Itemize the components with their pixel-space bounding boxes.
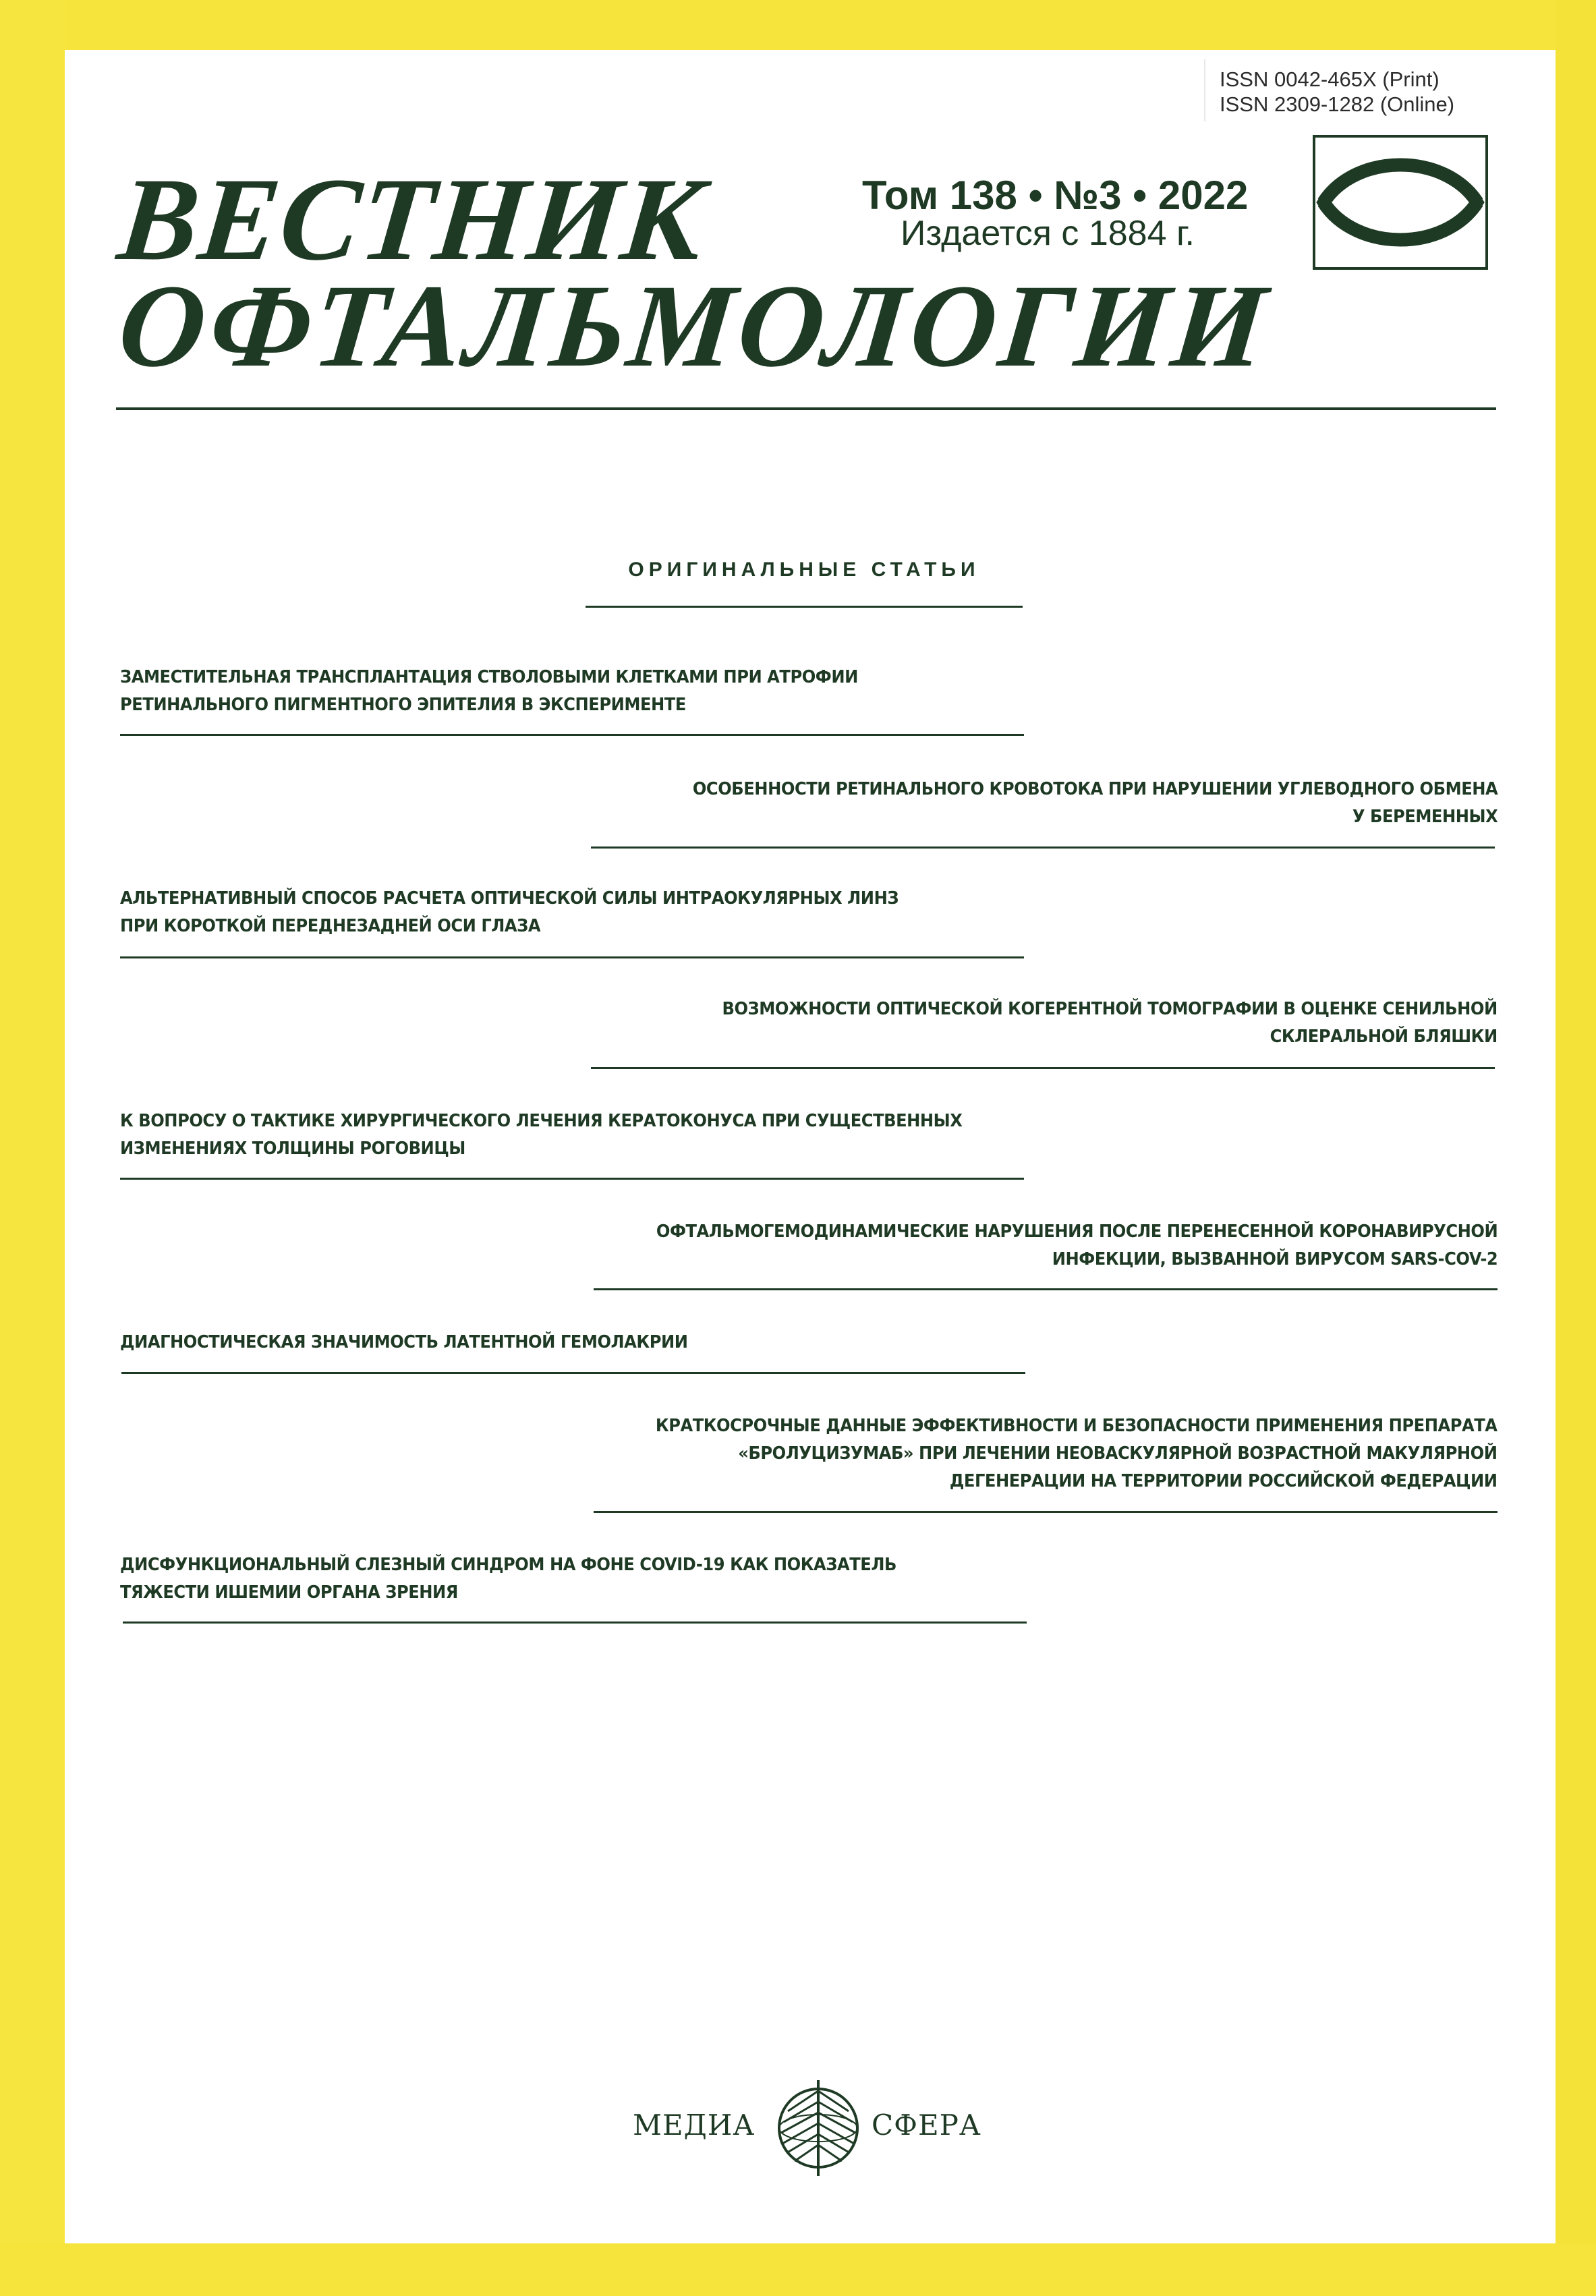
article-title bbox=[120, 1329, 688, 1356]
article-title-line: АЛЬТЕРНАТИВНЫЙ СПОСОБ РАСЧЕТА ОПТИЧЕСКОЙ СИЛЫ ИНТРАОКУЛЯРНЫХ ЛИНЗ bbox=[120, 888, 899, 909]
cover-frame-left bbox=[0, 0, 65, 2296]
article-divider bbox=[591, 846, 1495, 849]
cover-frame-right bbox=[1556, 0, 1596, 2296]
journal-title-line1: ВЕСТНИК bbox=[113, 154, 712, 285]
article-divider bbox=[123, 1621, 1027, 1624]
article-title-line: РЕТИНАЛЬНОГО ПИГМЕНТНОГО ЭПИТЕЛИЯ В ЭКСПЕРИМЕНТЕ bbox=[120, 695, 686, 715]
article-divider bbox=[591, 1067, 1495, 1069]
article-title-line: ДЕГЕНЕРАЦИИ НА ТЕРРИТОРИИ РОССИЙСКОЙ ФЕДЕРАЦИИ bbox=[950, 1471, 1498, 1491]
publisher-name-right: СФЕРА bbox=[872, 2108, 981, 2142]
section-title: ОРИГИНАЛЬНЫЕ СТАТЬИ bbox=[628, 558, 980, 581]
article-title bbox=[120, 1108, 962, 1163]
article-divider bbox=[121, 1372, 1025, 1374]
article-title bbox=[120, 885, 899, 940]
volume-issue-year: Том 138 • №3 • 2022 bbox=[862, 173, 1249, 218]
issn-print: ISSN 0042-465X (Print) bbox=[1220, 67, 1440, 91]
published-since: Издается с 1884 г. bbox=[901, 214, 1195, 253]
article-title bbox=[693, 776, 1498, 831]
article-title-line: ОСОБЕННОСТИ РЕТИНАЛЬНОГО КРОВОТОКА ПРИ НАРУШЕНИИ УГЛЕВОДНОГО ОБМЕНА bbox=[692, 779, 1498, 799]
article-title-line: ПРИ КОРОТКОЙ ПЕРЕДНЕЗАДНЕЙ ОСИ ГЛАЗА bbox=[120, 916, 541, 936]
journal-title-line2: ОФТАЛЬМОЛОГИИ bbox=[113, 260, 1276, 392]
article-divider bbox=[594, 1288, 1498, 1290]
globe-icon bbox=[768, 2077, 869, 2179]
article-title bbox=[120, 664, 858, 719]
article-title bbox=[656, 1218, 1498, 1273]
article-title-line: ОФТАЛЬМОГЕМОДИНАМИЧЕСКИЕ НАРУШЕНИЯ ПОСЛЕ ПЕРЕНЕСЕННОЙ КОРОНАВИРУСНОЙ bbox=[656, 1222, 1498, 1242]
journal-logo bbox=[1313, 135, 1488, 270]
cover-frame-bottom bbox=[0, 2243, 1596, 2296]
article-title-line: «БРОЛУЦИЗУМАБ» ПРИ ЛЕЧЕНИИ НЕОВАСКУЛЯРНОЙ ВОЗРАСТНОЙ МАКУЛЯРНОЙ bbox=[738, 1443, 1498, 1464]
article-divider bbox=[120, 734, 1024, 736]
header-divider bbox=[116, 407, 1496, 410]
issn-online: ISSN 2309-1282 (Online) bbox=[1220, 92, 1455, 116]
article-title bbox=[120, 1551, 896, 1607]
section-divider bbox=[586, 606, 1023, 608]
article-title-line: У БЕРЕМЕННЫХ bbox=[1352, 807, 1498, 827]
article-title-line: ДИАГНОСТИЧЕСКАЯ ЗНАЧИМОСТЬ ЛАТЕНТНОЙ ГЕМОЛАКРИИ bbox=[120, 1332, 688, 1352]
article-divider bbox=[594, 1511, 1498, 1513]
publisher-name-left: МЕДИА bbox=[633, 2108, 756, 2142]
article-divider bbox=[120, 1178, 1024, 1180]
article-title-line: ДИСФУНКЦИОНАЛЬНЫЙ СЛЕЗНЫЙ СИНДРОМ НА ФОНЕ COVID-19 КАК ПОКАЗАТЕЛЬ bbox=[120, 1555, 896, 1575]
article-divider bbox=[120, 956, 1024, 958]
article-title bbox=[656, 1412, 1498, 1495]
article-title bbox=[722, 996, 1498, 1051]
article-title-line: СКЛЕРАЛЬНОЙ БЛЯШКИ bbox=[1270, 1027, 1498, 1047]
eye-icon bbox=[1315, 138, 1485, 267]
article-title-line: ВОЗМОЖНОСТИ ОПТИЧЕСКОЙ КОГЕРЕНТНОЙ ТОМОГРАФИИ В ОЦЕНКЕ СЕНИЛЬНОЙ bbox=[722, 999, 1498, 1019]
article-title-line: ИЗМЕНЕНИЯХ ТОЛЩИНЫ РОГОВИЦЫ bbox=[120, 1139, 465, 1159]
article-title-line: ТЯЖЕСТИ ИШЕМИИ ОРГАНА ЗРЕНИЯ bbox=[120, 1582, 458, 1603]
article-title-line: К ВОПРОСУ О ТАКТИКЕ ХИРУРГИЧЕСКОГО ЛЕЧЕНИЯ КЕРАТОКОНУСА ПРИ СУЩЕСТВЕННЫХ bbox=[120, 1111, 963, 1131]
article-title-line: КРАТКОСРОЧНЫЕ ДАННЫЕ ЭФФЕКТИВНОСТИ И БЕЗОПАСНОСТИ ПРИМЕНЕНИЯ ПРЕПАРАТА bbox=[656, 1416, 1498, 1436]
article-title-line: ЗАМЕСТИТЕЛЬНАЯ ТРАНСПЛАНТАЦИЯ СТВОЛОВЫМИ КЛЕТКАМИ ПРИ АТРОФИИ bbox=[120, 667, 858, 687]
article-title-line: ИНФЕКЦИИ, ВЫЗВАННОЙ ВИРУСОМ SARS-COV-2 bbox=[1052, 1249, 1498, 1269]
cover-frame-top bbox=[0, 0, 1596, 50]
